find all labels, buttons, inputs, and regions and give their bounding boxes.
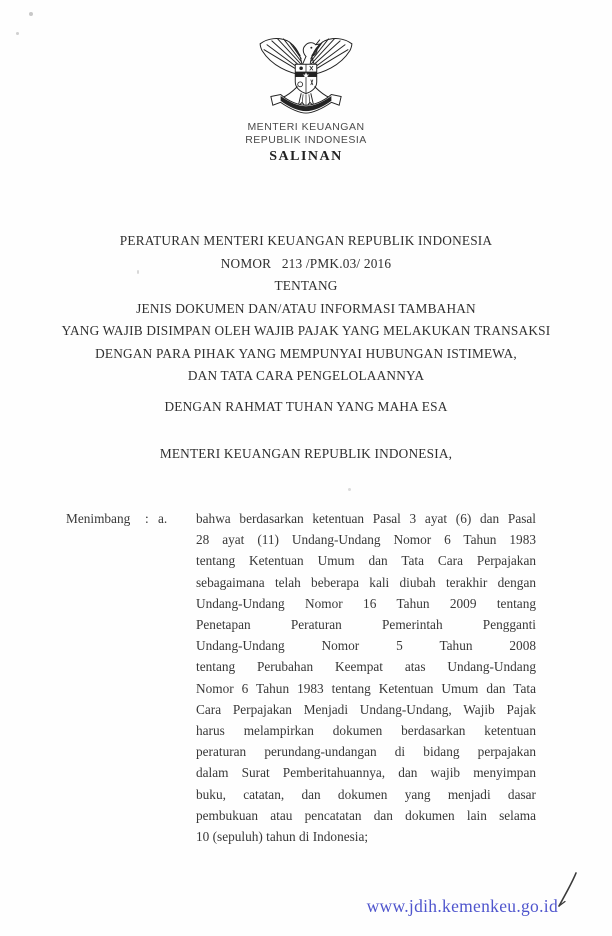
- consideration-line: 10 (sepuluh) tahun di Indonesia;: [196, 829, 369, 845]
- invocation-line: DENGAN RAHMAT TUHAN YANG MAHA ESA: [164, 399, 448, 414]
- issuer-line: MENTERI KEUANGAN REPUBLIK INDONESIA,: [159, 446, 453, 461]
- consideration-line: Undang-Undang Nomor 16 Tahun 2009 tentang: [196, 595, 536, 611]
- consideration-line: bahwa berdasarkan ketentuan Pasal 3 ayat (6) dan Pasal: [196, 511, 536, 526]
- title-line: TENTANG: [274, 278, 338, 293]
- item-marker: a.: [158, 511, 168, 526]
- title-line: PERATURAN MENTERI KEUANGAN REPUBLIK INDONESIA: [119, 233, 493, 248]
- consideration-line: harus melampirkan dokumen berdasarkan ketentuan: [196, 723, 536, 739]
- consideration-line: tentang Ketentuan Umum dan Tata Cara Perpajakan: [196, 553, 536, 569]
- consideration-line: 28 ayat (11) Undang-Undang Nomor 6 Tahun 1983: [196, 532, 536, 548]
- title-line: DENGAN PARA PIHAK YANG MEMPUNYAI HUBUNGAN ISTIMEWA,: [95, 345, 517, 361]
- consideration-line: Undang-Undang Nomor 5 Tahun 2008: [196, 638, 536, 654]
- ministry-name: MENTERI KEUANGAN: [247, 121, 365, 133]
- consideration-paragraph: [196, 508, 536, 847]
- colon-separator: :: [145, 511, 149, 526]
- consideration-line: Nomor 6 Tahun 1983 tentang Ketentuan Umum dan Tata: [196, 680, 536, 696]
- title-number-line: NOMOR 213 /PMK.03/ 2016: [220, 255, 392, 271]
- consideration-line: dalam Surat Pemberitahuannya, dan wajib menyimpan: [196, 765, 536, 781]
- consideration-line: Cara Perpajakan Menjadi Undang-Undang, Wajib Pajak: [196, 701, 536, 717]
- scan-speck: [348, 488, 351, 491]
- consideration-line: buku, catatan, dan dokumen yang menjadi dasar: [196, 786, 536, 802]
- title-line: DAN TATA CARA PENGELOLAANNYA: [187, 368, 425, 383]
- scan-speck: [16, 32, 19, 35]
- ministry-country: REPUBLIK INDONESIA: [245, 134, 367, 146]
- regulation-title: [0, 230, 612, 388]
- consideration-line: tentang Perubahan Keempat atas Undang-Undang: [196, 659, 536, 675]
- title-line: JENIS DOKUMEN DAN/ATAU INFORMASI TAMBAHAN: [136, 300, 476, 316]
- consideration-line: Penetapan Peraturan Pemerintah Pengganti: [196, 617, 536, 633]
- considerations-section: [66, 508, 546, 847]
- consideration-line: pembukuan atau pencatatan dan dokumen lain selama: [196, 807, 536, 823]
- consideration-line: peraturan perundang-undangan di bidang perpajakan: [196, 744, 536, 760]
- title-line: YANG WAJIB DISIMPAN OLEH WAJIB PAJAK YANG MELAKUKAN TRANSAKSI: [61, 323, 551, 338]
- garuda-pancasila-emblem: [256, 36, 356, 116]
- copy-stamp: SALINAN: [269, 149, 343, 164]
- consideration-line: sebagaimana telah beberapa kali diubah terakhir dengan: [196, 574, 536, 590]
- pen-tick-mark: [552, 870, 582, 914]
- menimbang-label: Menimbang: [66, 511, 131, 526]
- footer-link[interactable]: www.jdih.kemenkeu.go.id: [366, 896, 558, 916]
- scan-speck: [29, 12, 33, 16]
- garuda-eagle-icon: [256, 36, 356, 116]
